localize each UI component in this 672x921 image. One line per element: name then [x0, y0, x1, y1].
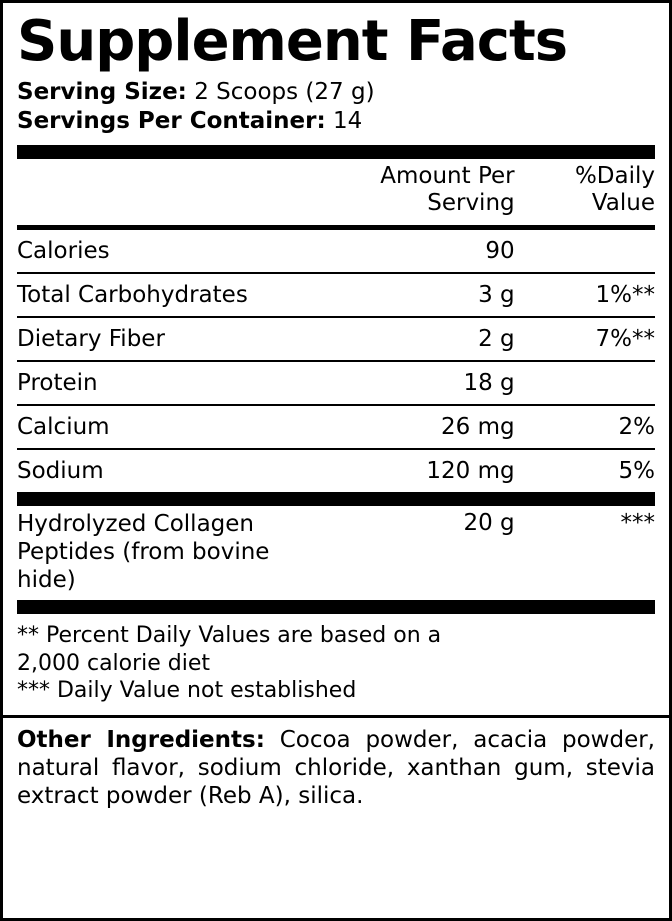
nutrient-daily-value: 1%**	[595, 281, 655, 308]
table-row	[17, 410, 655, 444]
table-row	[17, 366, 655, 400]
nutrient-amount: 90	[485, 237, 515, 264]
nutrient-daily-value: 2%	[618, 413, 655, 440]
divider-thin	[17, 448, 655, 450]
other-ingredients	[17, 726, 655, 810]
other-ingredients-label: Other Ingredients:	[17, 726, 265, 753]
servings-per-container-value: 14	[333, 108, 363, 135]
divider-thick-middle	[17, 492, 655, 506]
column-header-amount	[310, 159, 514, 221]
nutrient-daily-value: 5%	[618, 457, 655, 484]
serving-size-label: Serving Size:	[17, 78, 187, 105]
page-title: Supplement Facts	[17, 9, 568, 74]
nutrient-name: Calcium	[17, 413, 110, 440]
divider-thin	[17, 360, 655, 362]
serving-size-value: 2 Scoops (27 g)	[194, 78, 375, 105]
nutrient-amount: 3 g	[478, 281, 515, 308]
servings-per-container-line	[17, 107, 655, 136]
servings-per-container-label: Servings Per Container:	[17, 108, 326, 135]
table-row	[17, 278, 655, 312]
nutrient-daily-value	[515, 366, 655, 400]
divider-row	[17, 312, 655, 322]
proprietary-amount: 20 g	[463, 509, 515, 536]
table-row-proprietary	[17, 506, 655, 598]
divider-row	[17, 400, 655, 410]
proprietary-name-line2: Peptides (from bovine hide)	[17, 538, 270, 594]
serving-size-line	[17, 78, 655, 107]
other-ingredients-section	[3, 715, 669, 810]
nutrient-name: Calories	[17, 237, 110, 264]
divider-row	[17, 221, 655, 234]
column-header-dv-line2: Value	[591, 189, 655, 216]
divider-row	[17, 268, 655, 278]
divider-thick-top	[17, 145, 655, 159]
proprietary-name-line1: Hydrolyzed Collagen	[17, 510, 254, 537]
column-header-daily-value	[515, 159, 655, 221]
nutrient-amount: 18 g	[463, 369, 515, 396]
divider-thin	[17, 272, 655, 274]
other-ingredients-value: Cocoa powder, acacia powder, natural flavor, sodium chloride, xanthan gum, stevia extract powder (Reb A), silica.	[17, 726, 655, 809]
table-header-row	[17, 159, 655, 221]
column-header-nutrient	[17, 159, 310, 221]
nutrition-table	[17, 159, 655, 488]
divider-row	[17, 356, 655, 366]
proprietary-table	[17, 506, 655, 598]
nutrient-daily-value	[515, 234, 655, 268]
divider-thin	[17, 404, 655, 406]
column-header-amount-line1: Amount Per	[380, 162, 515, 189]
nutrient-amount: 2 g	[478, 325, 515, 352]
divider-thin	[17, 316, 655, 318]
column-header-amount-line2: Serving	[427, 189, 515, 216]
footnote-daily-value-basis-line1: ** Percent Daily Values are based on a	[17, 623, 442, 649]
nutrient-name: Total Carbohydrates	[17, 281, 248, 308]
divider-row	[17, 444, 655, 454]
footnote-daily-value-basis-line2: 2,000 calorie diet	[17, 650, 211, 676]
divider-medium	[17, 225, 655, 230]
proprietary-ingredient-name	[17, 506, 310, 598]
nutrient-name: Protein	[17, 369, 98, 396]
nutrient-name: Sodium	[17, 457, 104, 484]
table-row	[17, 234, 655, 268]
footnotes	[17, 622, 655, 705]
proprietary-daily-value: ***	[620, 509, 655, 536]
nutrient-name: Dietary Fiber	[17, 325, 165, 352]
footnote-dv-not-established: *** Daily Value not established	[17, 678, 357, 704]
table-row	[17, 322, 655, 356]
nutrient-amount: 26 mg	[441, 413, 515, 440]
nutrient-daily-value: 7%**	[595, 325, 655, 352]
column-header-dv-line1: %Daily	[574, 162, 655, 189]
divider-thick-bottom	[17, 600, 655, 614]
nutrient-amount: 120 mg	[426, 457, 515, 484]
table-row	[17, 454, 655, 488]
